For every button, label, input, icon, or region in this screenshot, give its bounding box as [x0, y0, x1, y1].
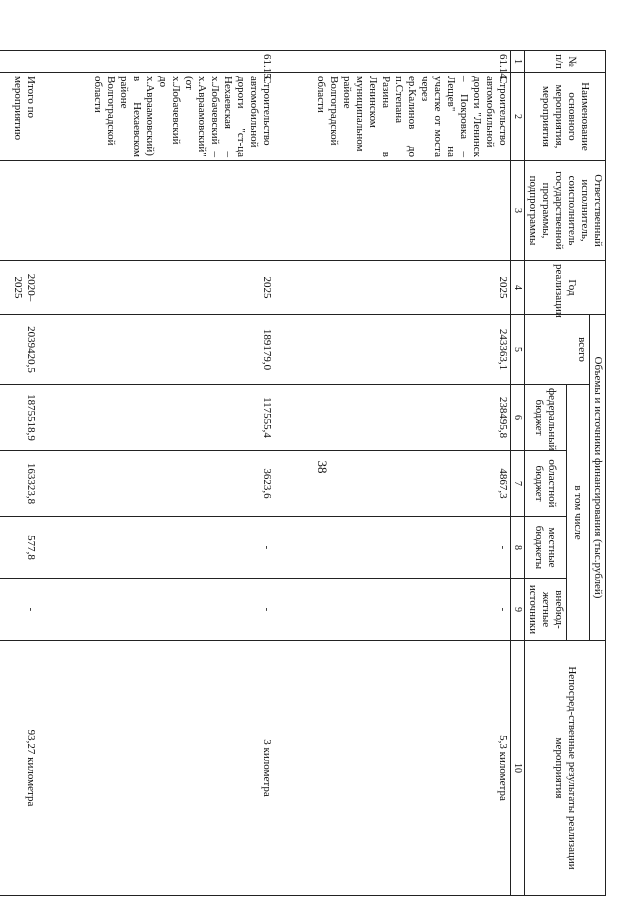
header-regional: областной бюджет — [525, 451, 567, 517]
header-num: № п/п — [525, 51, 606, 73]
row-offbudget: - — [0, 579, 38, 641]
row-regional: 3623,6 — [38, 451, 274, 517]
header-executor: Ответственный исполнитель, соисполнитель государственной программы, подпрограммы — [525, 161, 606, 261]
rotated-table-container — [12, 50, 606, 895]
col-number: 3 — [511, 161, 525, 261]
header-federal: федеральный бюджет — [525, 385, 567, 451]
row-number: 61.15. — [38, 51, 274, 73]
row-result: 3 километра — [38, 641, 274, 896]
col-number: 6 — [511, 385, 525, 451]
row-year: 2025 — [274, 261, 511, 315]
row-federal: 238495,8 — [274, 385, 511, 451]
header-offbudget: внебюд-жетные источники — [525, 579, 567, 641]
page-number: 38 — [315, 460, 330, 474]
row-result: 93,27 километра — [0, 641, 38, 896]
row-offbudget: - — [274, 579, 511, 641]
header-local: местные бюджеты — [525, 517, 567, 579]
row-offbudget: - — [38, 579, 274, 641]
col-number: 10 — [511, 641, 525, 896]
table-row — [38, 51, 274, 896]
row-number — [0, 51, 38, 73]
row-name: Строительство автомобильной дороги "ст-ца Нехаевская – х.Лобачевский – х.Авраамовский" (от х.Лобачевский до х.Авраамовский) в Нехаевском районе Волгоградской области — [38, 73, 274, 161]
row-number: 61.14. — [274, 51, 511, 73]
header-results: Непосред-ственные результаты реализации мероприятия — [525, 641, 606, 896]
row-executor — [0, 161, 38, 261]
row-year: 2025 — [38, 261, 274, 315]
col-number: 4 — [511, 261, 525, 315]
col-number: 8 — [511, 517, 525, 579]
header-name: Наименование основного мероприятия, мероприятия — [525, 73, 606, 161]
row-total: 2039420,5 — [0, 315, 38, 385]
financing-table — [0, 50, 606, 896]
row-local: - — [274, 517, 511, 579]
header-including: в том числе — [567, 385, 590, 641]
row-executor — [274, 161, 511, 261]
col-number: 1 — [511, 51, 525, 73]
column-numbers-row — [511, 51, 525, 896]
header-financing: Объемы и источники финансирования (тыс.рублей) — [590, 315, 606, 641]
col-number: 7 — [511, 451, 525, 517]
col-number: 2 — [511, 73, 525, 161]
header-total: всего — [525, 315, 590, 385]
table-row — [274, 51, 511, 896]
row-executor — [38, 161, 274, 261]
row-federal: 1875518,9 — [0, 385, 38, 451]
row-total: 189179,0 — [38, 315, 274, 385]
header-year: Год реализации — [525, 261, 606, 315]
col-number: 5 — [511, 315, 525, 385]
row-regional: 4867,3 — [274, 451, 511, 517]
row-year: 2020–2025 — [0, 261, 38, 315]
row-local: 577,8 — [0, 517, 38, 579]
row-name: Строительство автомобильной дороги "Ленинск – Покровка – Лещев" на участке от моста через ер.Калинов до п.Степана Разина в Ленинском муниципальном районе Волгоградской области — [274, 73, 511, 161]
row-local: - — [38, 517, 274, 579]
col-number: 9 — [511, 579, 525, 641]
row-federal: 117555,4 — [38, 385, 274, 451]
row-result: 5,3 километра — [274, 641, 511, 896]
row-total: 243363,1 — [274, 315, 511, 385]
table-row — [0, 51, 38, 896]
row-name: Итого по мероприятию — [0, 73, 38, 161]
row-regional: 163323,8 — [0, 451, 38, 517]
